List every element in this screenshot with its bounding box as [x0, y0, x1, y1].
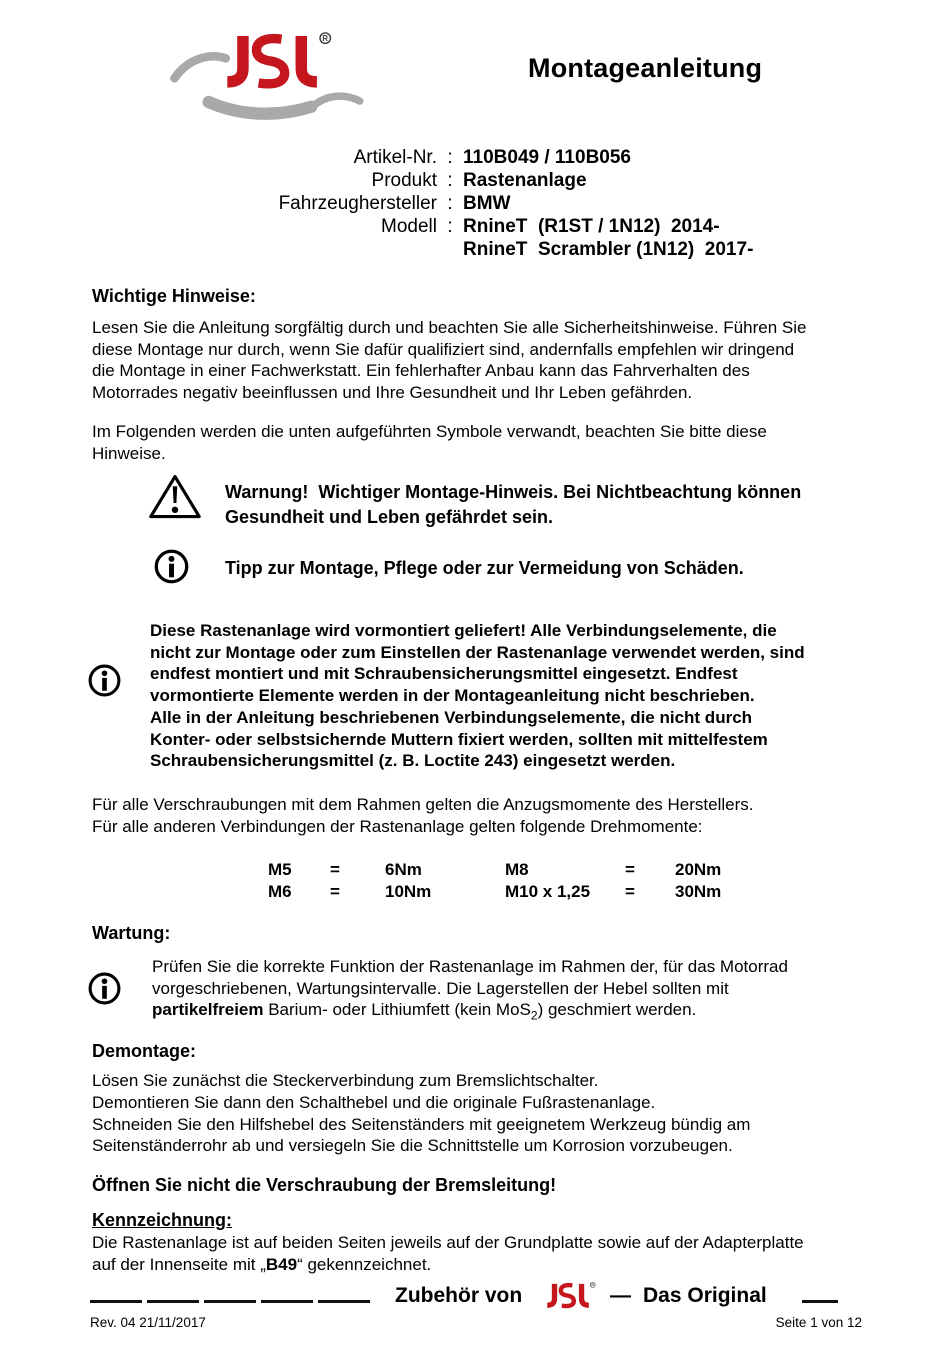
- torque-cell: 20Nm: [675, 860, 722, 879]
- marking-paragraph: [92, 1232, 804, 1275]
- footer-page-number: Seite 1 von 12: [775, 1315, 862, 1330]
- info-row: [230, 215, 753, 238]
- warning-triangle-icon: [148, 473, 202, 526]
- info-value-modell-1: RnineT (R1ST / 1N12) 2014-: [463, 216, 720, 237]
- info-value-modell-2: RnineT Scrambler (1N12) 2017-: [463, 239, 754, 260]
- info-value-hersteller: BMW: [463, 193, 511, 214]
- logo-swoosh: [209, 102, 312, 114]
- torque-cell: M6: [268, 881, 292, 901]
- text-segment: ) geschmiert werden.: [537, 1000, 697, 1020]
- torque-cell: 30Nm: [675, 881, 722, 901]
- torque-cell: M8: [505, 860, 529, 879]
- info-value-artikelnr: 110B049 / 110B056: [463, 147, 631, 168]
- torque-cell: 6Nm: [385, 860, 422, 879]
- symbols-paragraph: [92, 421, 767, 464]
- footer-dash: —: [610, 1284, 631, 1307]
- maintenance-note: [152, 956, 788, 1028]
- section-heading-kennzeichnung: Kennzeichnung:: [92, 1210, 232, 1230]
- text-line: Lösen Sie zunächst die Steckerverbindung zum Bremslichtschalter.: [92, 1071, 599, 1090]
- torque-cell: =: [625, 860, 635, 879]
- lsl-logo: [166, 26, 371, 126]
- footer-rule: [802, 1300, 838, 1303]
- footer-tagline-original: Das Original: [643, 1284, 767, 1307]
- text-segment: Barium- oder Lithiumfett (kein MoS: [263, 1000, 531, 1020]
- info-colon: :: [447, 170, 453, 191]
- text-segment: “ gekennzeichnet.: [297, 1254, 432, 1274]
- torque-intro: [92, 794, 753, 837]
- info-row: [230, 192, 753, 215]
- text-line: Alle in der Anleitung beschriebenen Verbindungselemente, die nicht durch: [150, 707, 753, 727]
- text-line: endfest montiert und mit Schraubensicherungsmittel eingesetzt. Endfest: [150, 664, 738, 684]
- info-row: [230, 238, 753, 261]
- product-info: [230, 146, 753, 261]
- intro-paragraph: [92, 317, 806, 403]
- info-label: Produkt: [371, 170, 437, 191]
- page-title: Montageanleitung: [528, 53, 763, 83]
- info-colon: [437, 238, 463, 261]
- info-colon: :: [447, 216, 453, 237]
- info-icon: [87, 663, 122, 703]
- subscript: 2: [530, 1008, 538, 1023]
- text-line: Prüfen Sie die korrekte Funktion der Rastenanlage im Rahmen der, für das Motorrad: [152, 957, 788, 976]
- warning-note: [225, 480, 801, 530]
- logo-swoosh: [174, 56, 225, 78]
- info-row: [230, 169, 753, 192]
- text-line: [92, 1254, 804, 1276]
- text-line: Schneiden Sie den Hilfshebel des Seitenständers mit geeignetem Werkzeug bündig am: [92, 1114, 751, 1134]
- section-heading-demontage: Demontage:: [92, 1041, 197, 1061]
- brake-line-warning: Öffnen Sie nicht die Verschraubung der Bremsleitung!: [92, 1175, 557, 1195]
- text-line: Konter- oder selbstsichernde Muttern fixiert werden, sollten mit mittelfestem: [150, 729, 768, 749]
- info-value-produkt: Rastenanlage: [463, 170, 587, 191]
- text-line: Warnung! Wichtiger Montage-Hinweis. Bei Nichtbeachtung können: [225, 482, 802, 502]
- text-line: Im Folgenden werden die unten aufgeführten Symbole verwandt, beachten Sie bitte diese: [92, 422, 767, 441]
- text-line: die Montage in einer Fachwerkstatt. Ein fehlerhafter Anbau kann das Fahrverhalten des: [92, 361, 750, 381]
- disassembly-paragraph: [92, 1070, 750, 1157]
- text-line: Demontieren Sie dann den Schalthebel und die originale Fußrastenanlage.: [92, 1092, 656, 1112]
- text-line: Schraubensicherungsmittel (z. B. Loctite 243) eingesetzt werden.: [150, 751, 676, 771]
- text-line: [152, 999, 788, 1027]
- text-line: Für alle anderen Verbindungen der Rastenanlage gelten folgende Drehmomente:: [92, 816, 703, 836]
- info-row: [230, 146, 753, 169]
- premounted-note: [150, 620, 805, 772]
- text-line: Hinweise.: [92, 443, 166, 463]
- text-line: vormontierte Elemente werden in der Montageanleitung nicht beschrieben.: [150, 686, 755, 706]
- section-heading-wartung: Wartung:: [92, 923, 171, 943]
- footer-tagline: Zubehör von: [395, 1284, 523, 1307]
- torque-cell: =: [330, 860, 340, 879]
- info-label: Artikel-Nr.: [353, 147, 437, 168]
- torque-cell: =: [330, 881, 340, 901]
- footer-rule: [90, 1300, 370, 1303]
- torque-table: [268, 859, 755, 902]
- text-line: Die Rastenanlage ist auf beiden Seiten jeweils auf der Grundplatte sowie auf der Adapterplatte: [92, 1233, 804, 1252]
- torque-cell: 10Nm: [385, 881, 432, 901]
- info-label: Modell: [381, 216, 437, 237]
- section-heading-wichtige-hinweise: Wichtige Hinweise:: [92, 286, 256, 306]
- info-icon: [153, 548, 190, 590]
- torque-cell: =: [625, 881, 635, 901]
- info-colon: :: [447, 147, 453, 168]
- info-colon: :: [447, 193, 453, 214]
- text-line: Seitenständerrohr ab und versiegeln Sie die Schnittstelle um Korrosion vorzubeugen.: [92, 1136, 733, 1156]
- torque-cell: M10 x 1,25: [505, 881, 591, 901]
- footer-revision: Rev. 04 21/11/2017: [90, 1315, 206, 1330]
- text-line: vorgeschriebenen, Wartungsintervalle. Die Lagerstellen der Hebel sollten mit: [152, 978, 729, 998]
- text-bold: B49: [265, 1254, 298, 1274]
- text-line: Für alle Verschraubungen mit dem Rahmen gelten die Anzugsmomente des Herstellers.: [92, 795, 754, 814]
- logo-swoosh: [311, 96, 359, 108]
- text-line: Motorrades negativ beeinflussen und Ihre Gesundheit und Ihr Leben gefährden.: [92, 382, 693, 402]
- info-label: Fahrzeughersteller: [278, 193, 437, 214]
- text-bold: partikelfreiem: [152, 1000, 264, 1020]
- lsl-logo: [540, 1281, 598, 1316]
- info-label: [230, 238, 437, 261]
- text-line: nicht zur Montage oder zum Einstellen der Rastenanlage verwendet werden, sind: [150, 642, 805, 662]
- text-line: Lesen Sie die Anleitung sorgfältig durch und beachten Sie alle Sicherheitshinweise. Führen Sie: [92, 318, 807, 337]
- text-line: diese Montage nur durch, wenn Sie dafür qualifiziert sind, andernfalls empfehlen wir dringend: [92, 339, 795, 359]
- torque-cell: M5: [268, 860, 292, 879]
- text-line: Gesundheit und Leben gefährdet sein.: [225, 507, 554, 527]
- text-line: Diese Rastenanlage wird vormontiert geliefert! Alle Verbindungselemente, die: [150, 621, 777, 640]
- info-icon: [87, 971, 122, 1011]
- tip-note: Tipp zur Montage, Pflege oder zur Vermeidung von Schäden.: [225, 558, 744, 578]
- text-segment: auf der Innenseite mit „: [92, 1254, 266, 1274]
